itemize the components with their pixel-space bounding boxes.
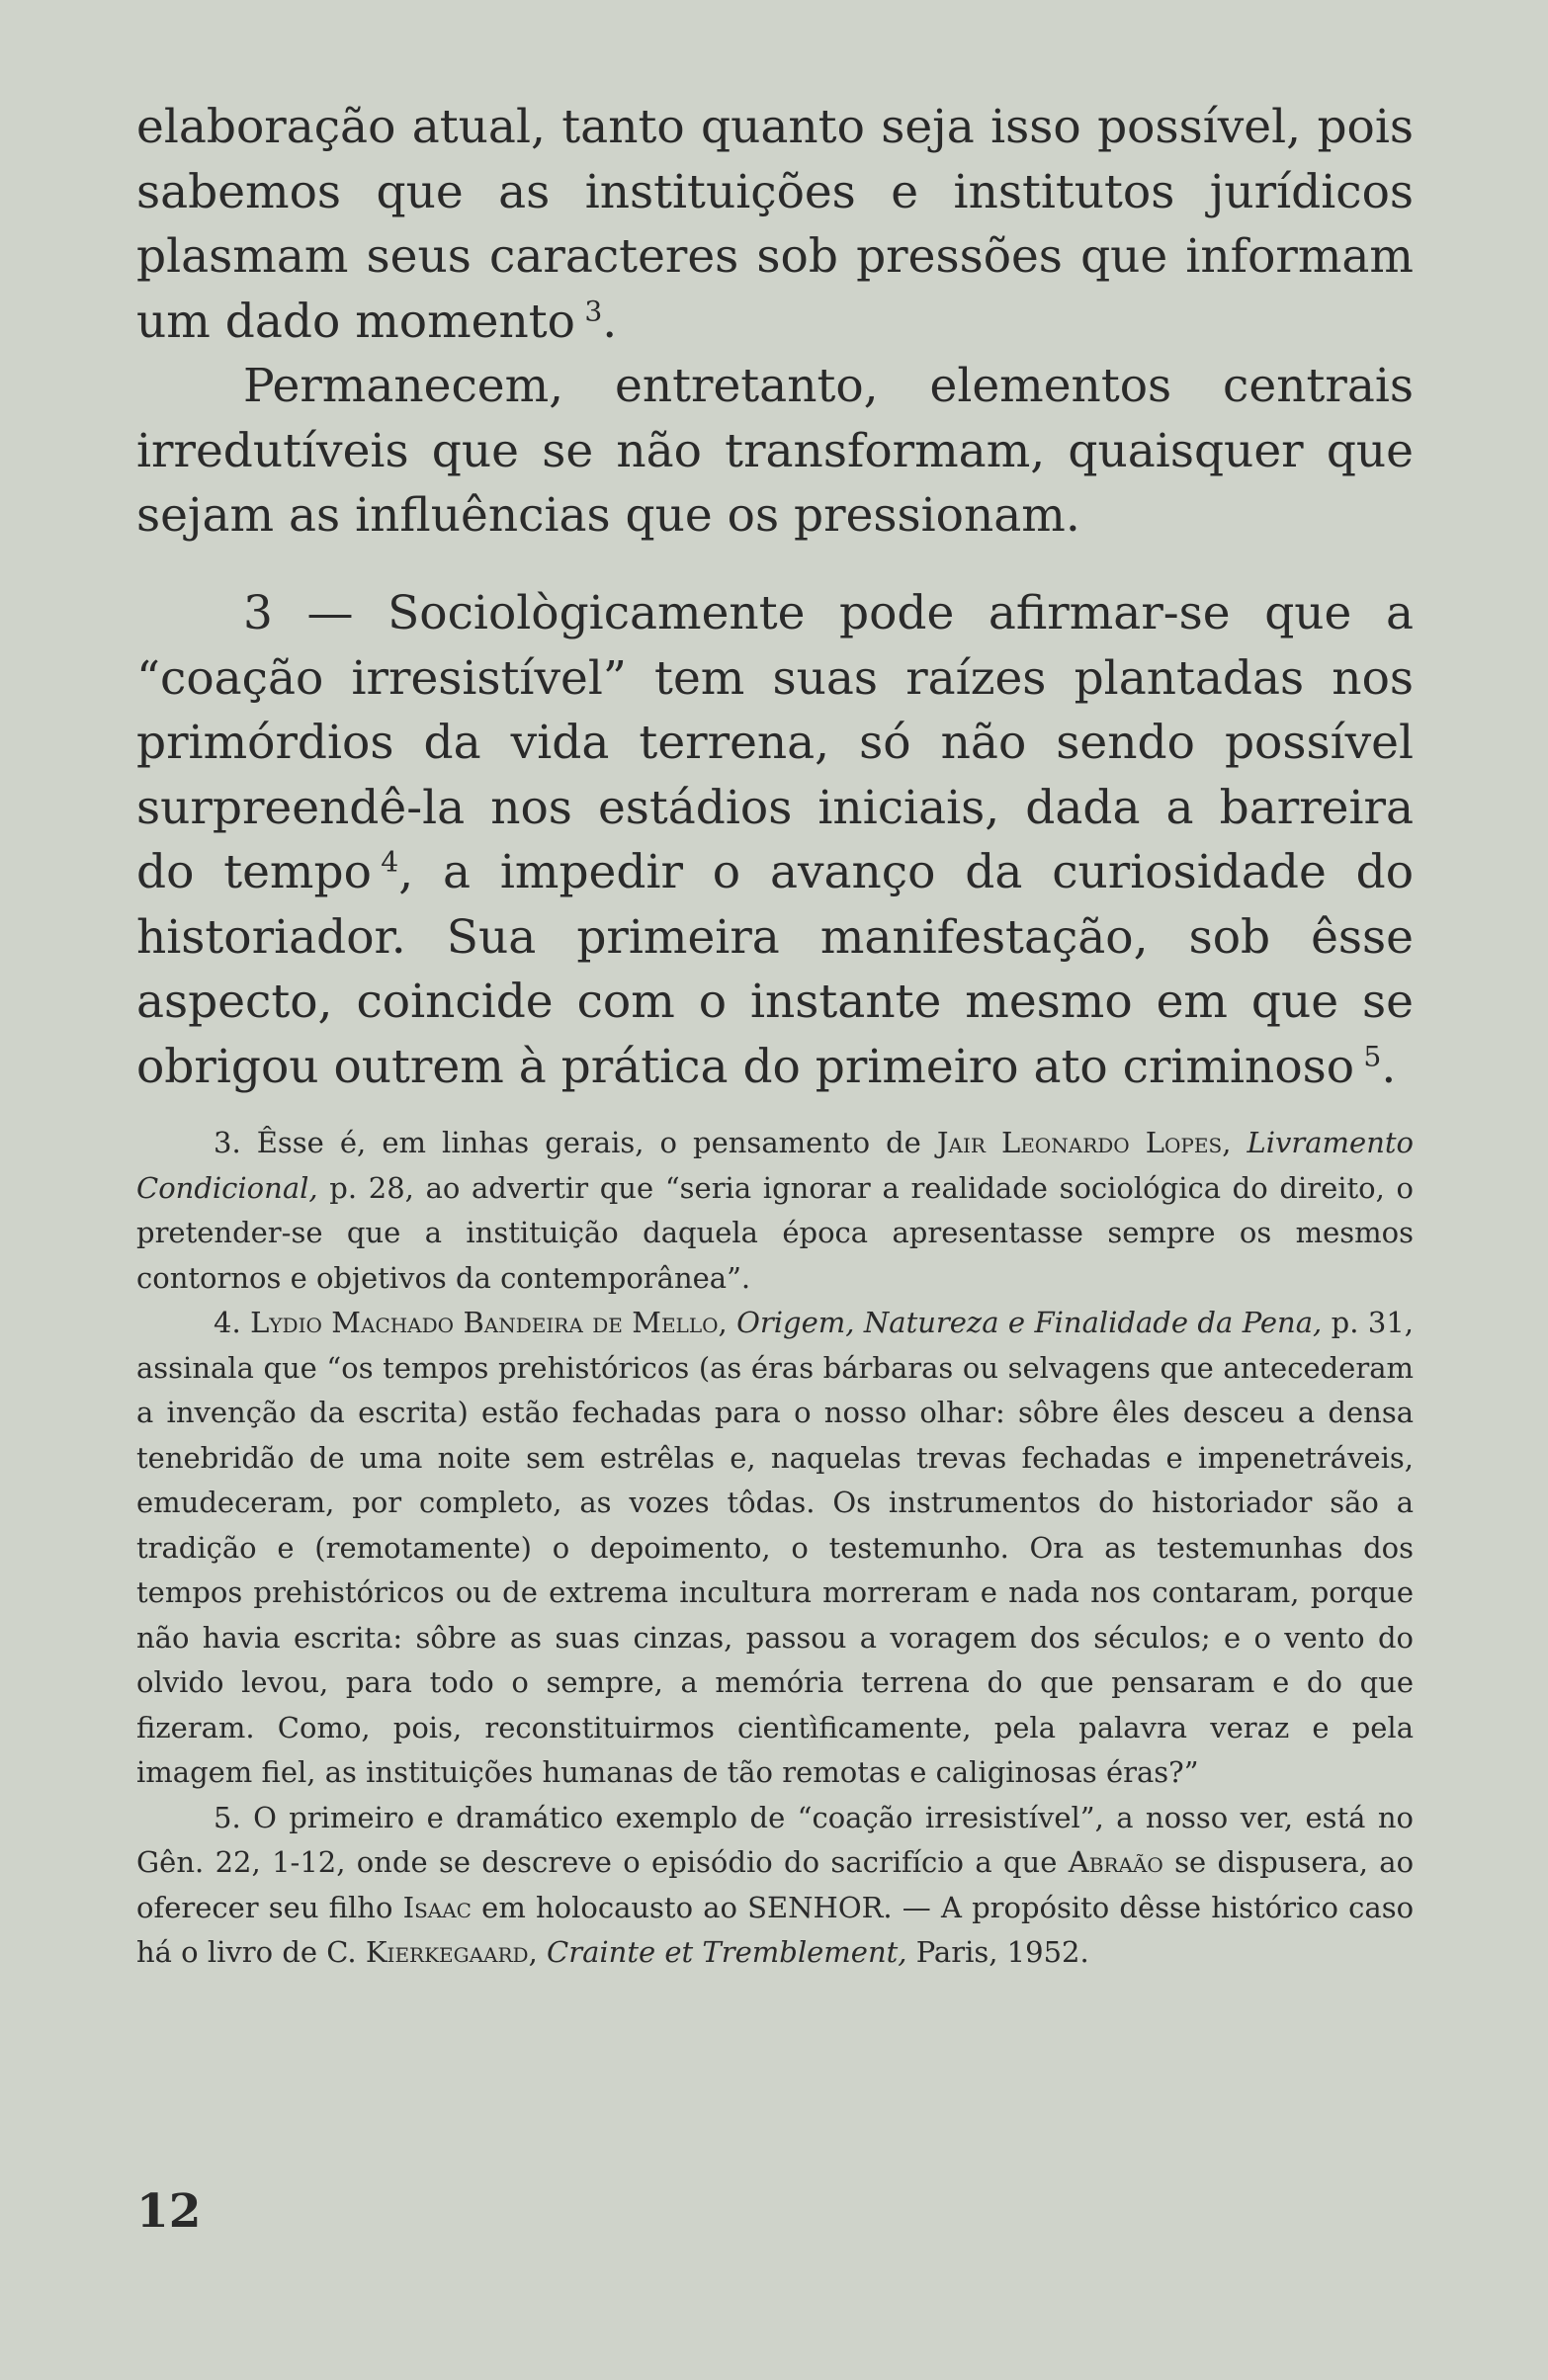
name-isaac: Isaac <box>402 1890 472 1924</box>
footnote-3 <box>136 1121 1414 1301</box>
paragraph-text: , a impedir o avanço da curiosidade do historiador. Sua primeira manifestação, sob êsse aspecto, coincide com o instante mesmo em que se obrigou outrem à prática do primeiro ato criminoso <box>136 845 1414 1094</box>
paragraph-continuation <box>136 95 1414 354</box>
footnote-text: se dispusera, ao oferecer seu filho <box>136 1845 1415 1924</box>
footnote-text: Paris, 1952. <box>915 1935 1089 1969</box>
footnote-number: 5. <box>214 1800 241 1834</box>
separator: , <box>1222 1126 1232 1159</box>
paragraph-text: Permanecem, entretanto, elementos centrais irredutíveis que se não transformam, quaisquer que sejam as influências que os pressionam. <box>136 359 1414 543</box>
separator: , <box>718 1306 728 1339</box>
paragraph-section-3 <box>136 581 1414 1099</box>
footnote-ref-3: 3 <box>584 294 603 327</box>
cited-title: Origem, Natureza e Finalidade da Pena, <box>736 1306 1323 1339</box>
paragraph-text: elaboração atual, tanto quanto seja isso possível, pois sabemos que as instituições e institutos jurídicos plasmam seus caracteres sob pressões que informam um dado momento <box>136 100 1414 349</box>
footnote-number: 4. <box>214 1306 241 1339</box>
paragraph-permanecem <box>136 354 1414 549</box>
footnote-number: 3. <box>214 1126 241 1159</box>
name-abraao: Abraão <box>1068 1845 1163 1879</box>
footnote-text: p. 31, assinala que “os tempos prehistóricos (as éras bárbaras ou selvagens que antecederam a invenção da escrita) estão fechadas para o nosso olhar: sôbre êles desceu a densa tenebridão de uma noite sem estrêlas e, naquelas trevas fechadas e impenetráveis, emudeceram, por completo, as vozes tôdas. Os instrumentos do historiador são a tradição e (remotamente) o depoimento, o testemunho. Ora as testemunhas dos tempos prehistóricos ou de extrema incultura morreram e nada nos contaram, porque não havia escrita: sôbre as suas cinzas, passou a voragem dos séculos; e o vento do olvido levou, para todo o sempre, a memória terrena do que pensaram e do que fizeram. Como, pois, reconstituirmos cientìficamente, pela palavra veraz e pela imagem fiel, as instituições humanas de tão remotas e caliginosas éras?” <box>136 1306 1414 1789</box>
cited-title: Crainte et Tremblement, <box>547 1935 907 1969</box>
paragraph-end: . <box>1381 1039 1397 1094</box>
paragraph-text: 3 — Sociològicamente pode afirmar-se que a “coação irresistível” tem suas raízes plantadas nos primórdios da vida terrena, só não sendo possível surpreendê-la nos estádios iniciais, dada a barreira do tempo <box>136 586 1414 899</box>
cited-author: Lydio Machado Bandeira de Mello <box>250 1306 719 1339</box>
footnote-text: Êsse é, em linhas gerais, o pensamento de <box>256 1126 921 1159</box>
paragraph-end: . <box>602 294 618 349</box>
footnotes <box>136 1121 1414 1976</box>
cited-author: C. Kierkegaard <box>326 1935 529 1969</box>
cited-title: Livramento Condicional, <box>136 1126 1414 1205</box>
footnote-text: em holocausto ao SENHOR. — A propósito dêsse histórico caso há o livro de <box>136 1890 1415 1969</box>
page-number: 12 <box>136 2184 202 2239</box>
footnote-ref-5: 5 <box>1363 1039 1382 1072</box>
footnote-4 <box>136 1301 1414 1796</box>
footnote-text: p. 28, ao advertir que “seria ignorar a realidade sociológica do direito, o pretender-se que a instituição daquela época apresentasse sempre os mesmos contornos e objetivos da contemporânea”. <box>136 1170 1415 1295</box>
cited-author: Jair Leonardo Lopes <box>936 1126 1223 1159</box>
footnote-ref-4: 4 <box>381 845 399 879</box>
separator: , <box>528 1935 538 1969</box>
footnote-text: O primeiro e dramático exemplo de “coação irresistível”, a nosso ver, está no Gên. 22, 1-12, onde se descreve o episódio do sacrifício a que <box>136 1800 1414 1879</box>
footnote-5 <box>136 1796 1414 1976</box>
